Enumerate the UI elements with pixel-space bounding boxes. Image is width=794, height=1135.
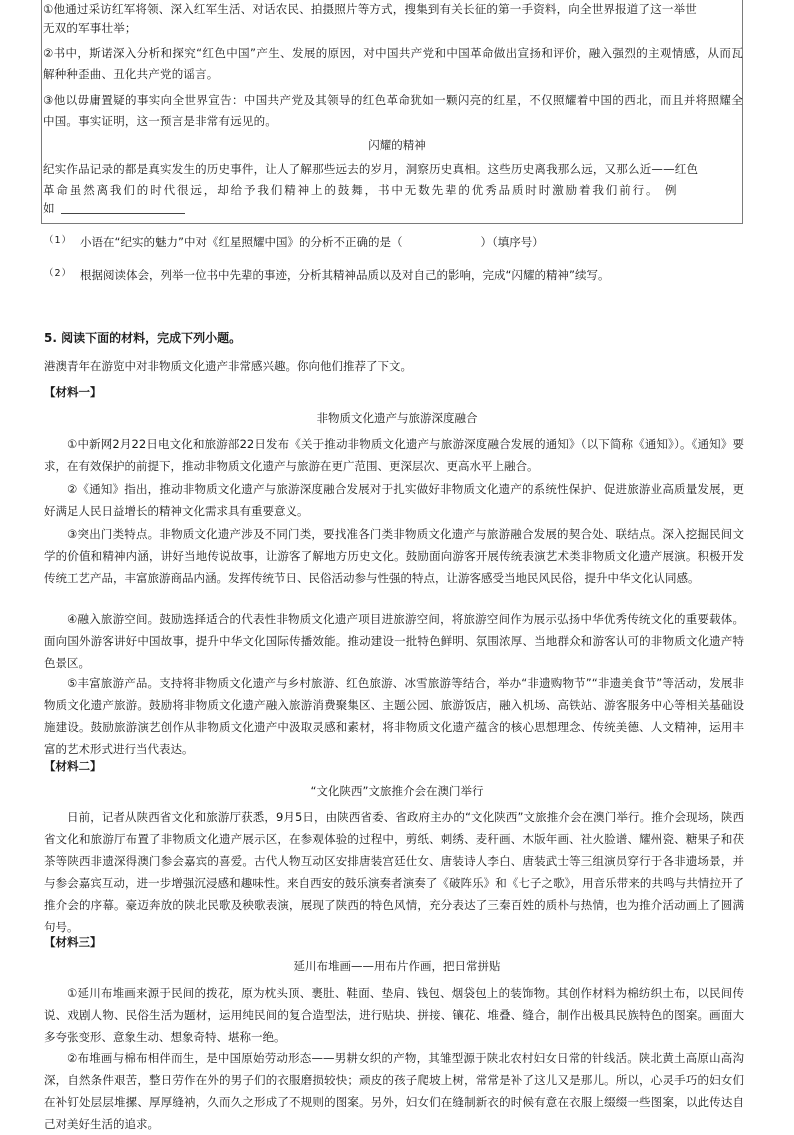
material-1-paragraph-3: ③突出门类特点。非物质文化遗产涉及不同门类，要找准各门类非物质文化遗产与旅游融合发展的契合处、联结点。深入挖掘民间文学的价值和精神内涵，讲好当地传说故事，让游客了解地方历史文化。鼓励面向游客开展传统表演艺术类非物质文化遗产展演。积极开发传统工艺产品，丰富旅游商品内涵。发挥传统节日、民俗活动参与性强的特点，让游客感受当地民风民俗，提升中华文化认同感。: [44, 527, 744, 585]
material-3-paragraph-1: ①延川布堆画来源于民间的拨花，原为枕头顶、裹肚、鞋面、垫肩、钱包、烟袋包上的装饰物。其创作材料为棉纺织土布，以民间传说、戏剧人物、民俗生活为题材，运用纯民间的复合造型法，进行贴块、拼接、镶花、堆叠、缝合，制作出极具民族特色的图案。画面大多夸张变形、意象生动、想象奇特、堪称一绝。: [44, 986, 744, 1044]
material-2-paragraph-1: 日前，记者从陕西省文化和旅游厅获悉，9月5日，由陕西省委、省政府主办的“文化陕西”文旅推介会在澳门举行。推介会现场，陕西省文化和旅游厅布置了非物质文化遗产展示区，在参观体验的过程中，剪纸、刺绣、麦秆画、木版年画、社火脸谱、耀州瓷、糖果子和茯茶等陕西非遗深得澳门参会嘉宾的喜爱。古代人物互动区安排唐装宫廷仕女、唐装诗人李白、唐装武士等三组演员穿行于各非遗场景，并与参会嘉宾互动，进一步增强沉浸感和趣味性。来自西安的鼓乐演奏者演奏了《破阵乐》和《七子之歌》，用音乐带来的共鸣与共情拉开了推介会的序幕。豪迈奔放的陕北民歌及秧歌表演，展现了陕西的特色风情，充分表达了三秦百姓的质朴与热情，也为推介活动画上了圆满句号。: [44, 810, 744, 934]
section-5-title: 5. 阅读下面的材料，完成下列小题。: [44, 331, 242, 345]
card-paragraph-3: ③他以毋庸置疑的事实向全世界宣告：中国共产党及其领导的红色革命犹如一颗闪亮的红星，不仅照耀着中国的西北，而且并将照耀全中国。事实证明，这一预言是非常有远见的。: [43, 93, 743, 128]
material-3-title: 延川布堆画——用布片作画，把日常拼贴: [293, 959, 501, 973]
card-paragraph-4-line-3: [43, 198, 745, 219]
question-1-text: 小语在“纪实的魅力”中对《红星照耀中国》的分析不正确的是（: [80, 235, 403, 249]
fill-in-blank-line[interactable]: [61, 201, 185, 214]
question-2: [44, 265, 609, 284]
card-paragraph-1-line-2: 无双的军事壮举；: [43, 21, 137, 35]
material-1-label: 【材料一】: [44, 385, 102, 399]
section-5-intro: 港澳青年在游览中对非物质文化遗产非常感兴趣。你向他们推荐了下文。: [44, 359, 412, 373]
material-1-paragraph-1: ①中新网2月22日电文化和旅游部22日发布《关于推动非物质文化遗产与旅游深度融合发展的通知》（以下简称《通知》）。《通知》要求，在有效保护的前提下，推动非物质文化遗产与旅游在更广范围、更深层次、更高水平上融合。: [44, 437, 744, 473]
question-1-text-end: ）（填序号）: [480, 235, 544, 249]
card-paragraph-2: ②书中，斯诺深入分析和探究“红色中国”产生、发展的原因，对中国共产党和中国革命做出宣扬和评价，融入强烈的主观情感，从而瓦解种种歪曲、丑化共产党的谣言。: [43, 46, 743, 81]
material-1-paragraph-4: ④融入旅游空间。鼓励选择适合的代表性非物质文化遗产项目进旅游空间，将旅游空间作为展示弘扬中华优秀传统文化的重要载体。面向国外游客讲好中国故事，提升中华文化国际传播效能。推动建设一批特色鲜明、氛围浓厚、当地群众和游客认可的非物质文化遗产特色景区。: [44, 612, 744, 670]
material-2-label: 【材料二】: [44, 759, 102, 773]
card-paragraph-4-prefix: 如: [43, 201, 55, 215]
material-2-title: “文化陕西”文旅推介会在澳门举行: [310, 784, 484, 798]
material-3-label: 【材料三】: [44, 935, 102, 949]
material-1-paragraph-5: ⑤丰富旅游产品。支持将非物质文化遗产与乡村旅游、红色旅游、冰雪旅游等结合，举办“非遗购物节”“非遗美食节”等活动，发展非物质文化遗产旅游。鼓励将非物质文化遗产融入旅游消费聚集区、主题公园、旅游饭店，融入机场、高铁站、游客服务中心等相关基础设施建设。鼓励旅游演艺创作从非物质文化遗产中汲取灵感和素材，将非物质文化遗产蕴含的核心思想理念、传统美德、人文精神，运用丰富的艺术形式进行当代表达。: [44, 676, 744, 756]
question-2-text: 根据阅读体会，列举一位书中先辈的事迹，分析其精神品质以及对自己的影响，完成“闪耀的精神”续写。: [80, 268, 610, 282]
question-1: [44, 232, 544, 251]
material-1-title: 非物质文化遗产与旅游深度融合: [316, 411, 478, 425]
card-heading-shining-spirit: 闪耀的精神: [368, 138, 426, 152]
card-paragraph-4-line-2: 革命虽然离我们的时代很远，却给予我们精神上的鼓舞，书中无数先辈的优秀品质时时激励着我们前行。 例: [43, 183, 679, 197]
material-1-paragraph-2: ②《通知》指出，推动非物质文化遗产与旅游深度融合发展对于扎实做好非物质文化遗产的系统性保护、促进旅游业高质量发展，更好满足人民日益增长的精神文化需求具有重要意义。: [44, 482, 744, 518]
material-3-paragraph-2: ②布堆画与棉布相伴而生，是中国原始劳动形态——男耕女织的产物，其雏型源于陕北农村妇女日常的针线活。陕北黄土高原山高沟深，自然条件艰苦，整日劳作在外的男子们的衣服磨损较快；顽皮的孩子爬坡上树，常常是补了这儿又是那儿。所以，心灵手巧的妇女们在补钉处层层堆摞、厚厚缝衲，久而久之形成了不规则的图案。另外，妇女们在缝制新衣的时候有意在衣服上缀缀一些图案，以此传达自己对美好生活的追求。: [44, 1051, 744, 1131]
question-1-number: （1）: [44, 235, 73, 246]
card-paragraph-4-line-1: 纪实作品记录的都是真实发生的历史事件，让人了解那些远去的岁月，洞察历史真相。这些历史离我那么远，又那么近——红色: [43, 162, 699, 176]
card-paragraph-1-line-1: ①他通过采访红军将领、深入红军生活、对话农民、拍摄照片等方式，搜集到有关长征的第一手资料，向全世界报道了这一举世: [43, 2, 698, 16]
question-2-number: （2）: [44, 268, 73, 279]
